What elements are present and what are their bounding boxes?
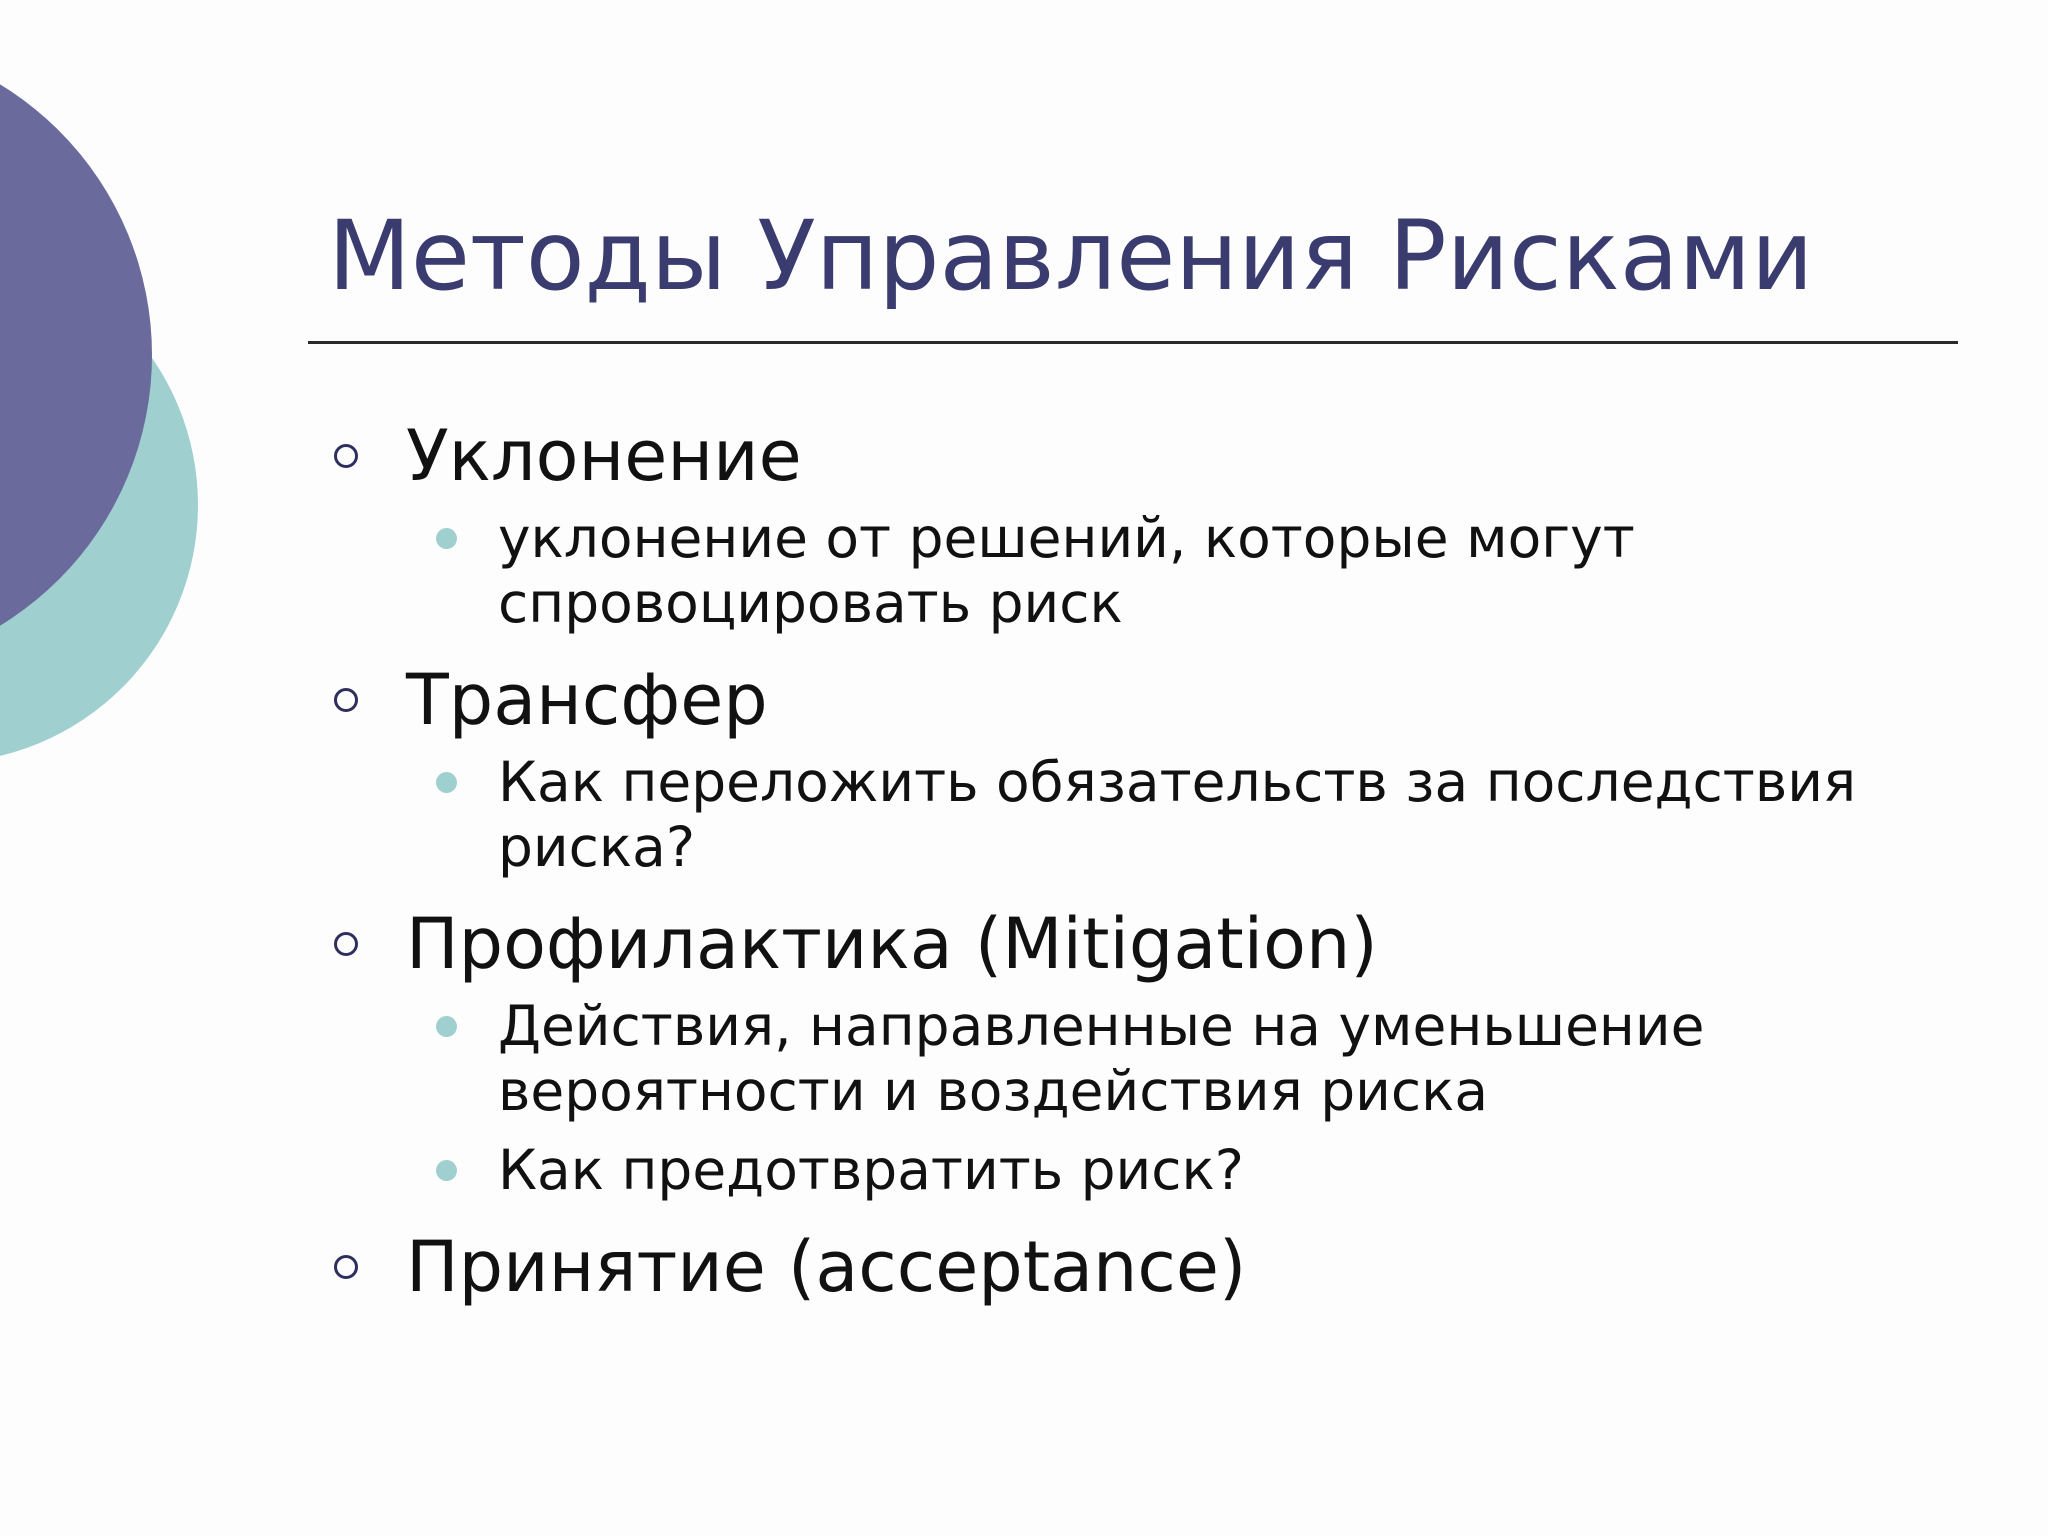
sub-bullet-item (328, 994, 1988, 1124)
dot-bullet-icon (436, 528, 457, 549)
bullet-item-label: Профилактика (Mitigation) (406, 903, 1378, 985)
slide-title: Методы Управления Рисками (328, 200, 1814, 312)
bullet-item (328, 656, 1988, 744)
sub-bullet-text: уклонение от решений, которые могут спровоцировать риск (498, 506, 1635, 635)
title-divider (308, 341, 1958, 344)
bullet-list (328, 412, 1988, 1311)
sub-bullet-item (328, 1138, 1988, 1203)
sub-bullet-text: Действия, направленные на уменьшение вероятности и воздействия риска (498, 994, 1705, 1123)
bullet-item-label: Уклонение (406, 415, 802, 497)
bullet-item-label: Принятие (acceptance) (406, 1226, 1247, 1308)
bullet-item-label: Трансфер (406, 659, 768, 741)
hollow-circle-bullet-icon (334, 444, 358, 468)
hollow-circle-bullet-icon (334, 688, 358, 712)
sub-bullet-text: Как предотвратить риск? (498, 1138, 1244, 1202)
dot-bullet-icon (436, 1160, 457, 1181)
sub-bullet-item (328, 506, 1988, 636)
sub-bullet-item (328, 750, 1988, 880)
sub-bullet-text: Как переложить обязательств за последствия риска? (498, 750, 1857, 879)
bullet-item (328, 412, 1988, 500)
hollow-circle-bullet-icon (334, 932, 358, 956)
dot-bullet-icon (436, 772, 457, 793)
bullet-item (328, 900, 1988, 988)
bullet-item (328, 1223, 1988, 1311)
dot-bullet-icon (436, 1016, 457, 1037)
hollow-circle-bullet-icon (334, 1255, 358, 1279)
decorative-circles (0, 0, 260, 820)
